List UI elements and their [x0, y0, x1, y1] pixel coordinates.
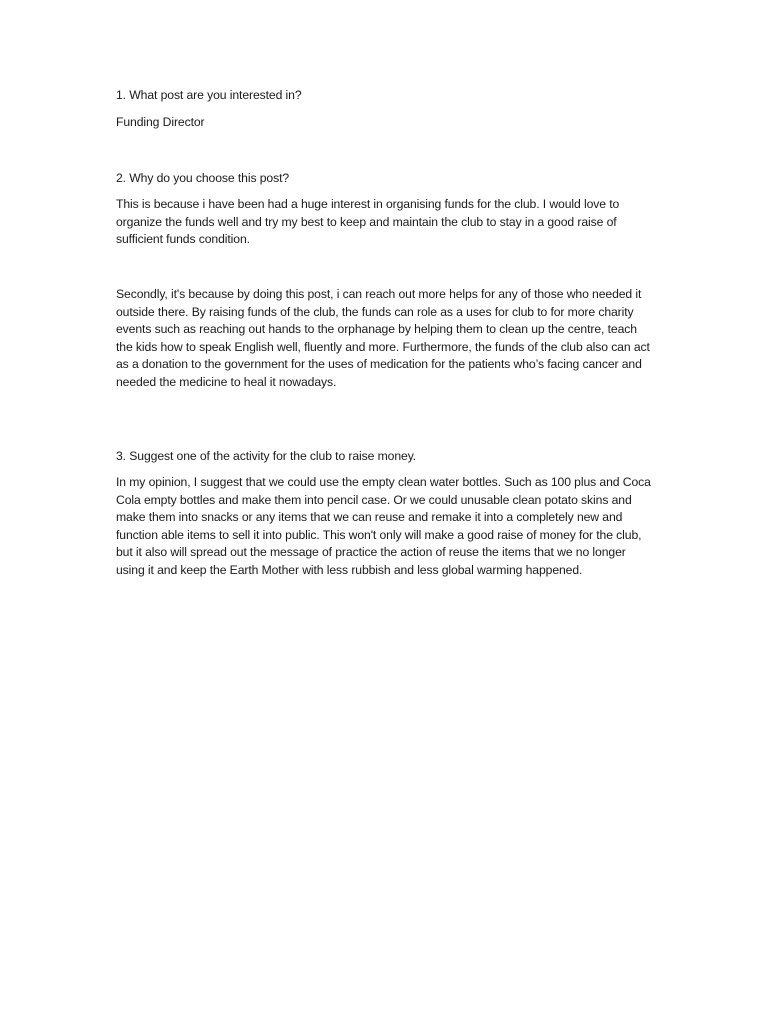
answer-3: In my opinion, I suggest that we could use the empty clean water bottles. Such as 100 plus and Coca Cola empty bottles and make them into pencil case. Or we could unusable clean potato skins and make them into snacks or any items that we can reuse and remake it into a completely new and function able items to sell it into public. This won't only will make a good raise of money for the club, but it also will spread out the message of practice the action of reuse the items that we no longer using it and keep the Earth Mother with less rubbish and less global warming happened. — [116, 475, 651, 577]
question-3: 3. Suggest one of the activity for the club to raise money. — [116, 449, 417, 463]
question-2: 2. Why do you choose this post? — [116, 171, 290, 185]
answer-1: Funding Director — [116, 115, 205, 129]
answer-2-paragraph-1: This is because i have been had a huge interest in organising funds for the club. I would love to organize the funds well and try my best to keep and maintain the club to stay in a good raise of sufficient funds condition. — [116, 197, 620, 247]
answer-2-paragraph-2: Secondly, it's because by doing this post, i can reach out more helps for any of those who needed it outside there. By raising funds of the club, the funds can role as a uses for club to for more charity events such as reaching out hands to the orphanage by helping them to clean up the centre, teach the kids how to speak English well, fluently and more. Furthermore, the funds of the club also can act as a donation to the government for the uses of medication for the patients who’s facing cancer and needed the medicine to heal it nowadays. — [116, 287, 650, 389]
question-1: 1. What post are you interested in? — [116, 88, 302, 102]
